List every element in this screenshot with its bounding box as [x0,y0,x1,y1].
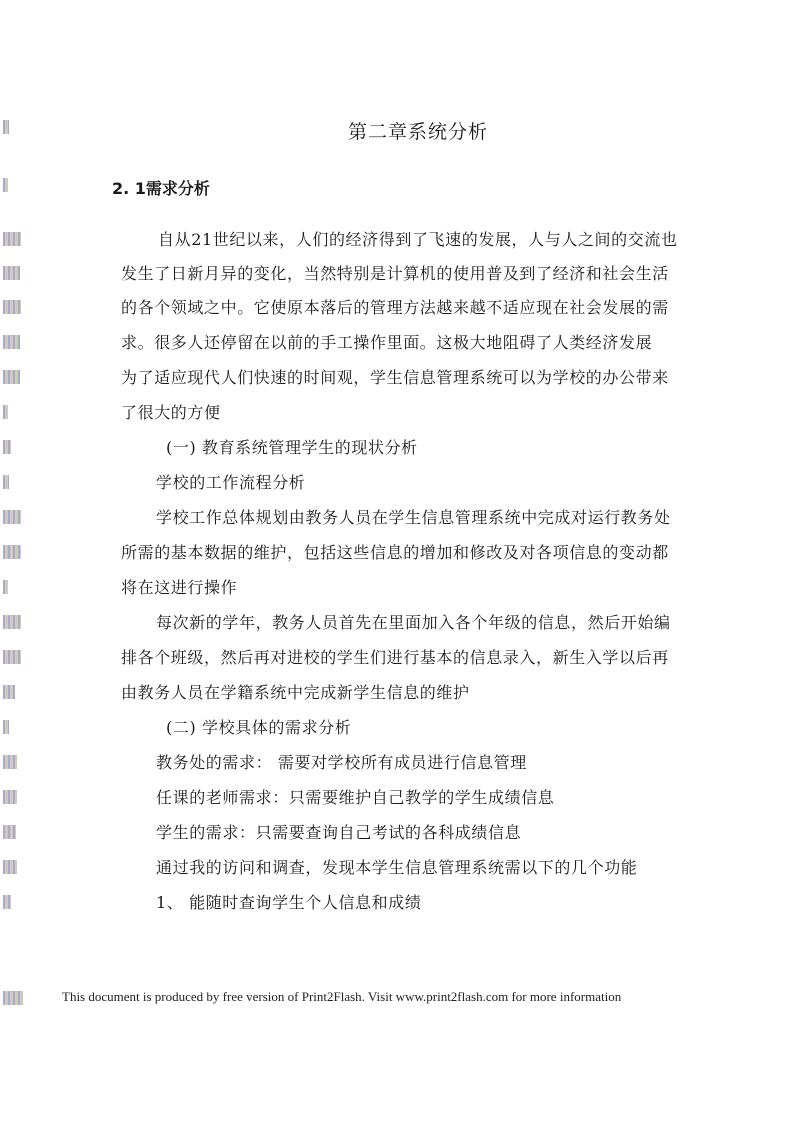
body-line: 求。很多人还停留在以前的手工操作里面。这极大地阻碍了人类经济发展 [121,333,653,352]
body-line: 发生了日新月异的变化，当然特别是计算机的使用普及到了经济和社会生活 [121,264,669,283]
margin-mark [3,580,8,594]
body-line: 任课的老师需求：只需要维护自己教学的学生成绩信息 [156,788,555,807]
margin-mark [3,232,21,246]
subheading-line: (一) 教育系统管理学生的现状分析 [166,438,418,457]
margin-mark [3,755,17,769]
margin-mark [3,991,23,1005]
margin-mark [3,545,21,559]
margin-mark [3,266,20,280]
body-line: 所需的基本数据的维护，包括这些信息的增加和修改及对各项信息的变动都 [121,543,669,562]
body-line: 了很大的方便 [121,403,221,422]
body-line: 学校工作总体规划由教务人员在学生信息管理系统中完成对运行教务处 [156,508,671,527]
margin-mark [3,335,20,349]
subheading-line: (二) 学校具体的需求分析 [166,718,352,737]
body-line: 将在这进行操作 [121,578,238,597]
body-line: 每次新的学年，教务人员首先在里面加入各个年级的信息，然后开始编 [156,613,671,632]
print2flash-footer: This document is produced by free version of Print2Flash. Visit www.print2flash.com for more information [62,989,622,1004]
body-line: 由教务人员在学籍系统中完成新学生信息的维护 [121,683,470,702]
margin-mark [3,825,16,839]
margin-mark [3,650,21,664]
margin-mark [3,440,11,454]
margin-mark [3,370,20,384]
body-line: 教务处的需求： 需要对学校所有成员进行信息管理 [156,753,527,772]
margin-mark [3,475,9,489]
body-line: 通过我的访问和调查，发现本学生信息管理系统需以下的几个功能 [156,858,638,877]
margin-mark [3,300,21,314]
body-line: 学生的需求：只需要查询自己考试的各科成绩信息 [156,823,522,842]
margin-mark [3,178,8,192]
margin-mark [3,720,9,734]
list-item: 1、 能随时查询学生个人信息和成绩 [156,893,422,912]
body-line: 的各个领域之中。它使原本落后的管理方法越来越不适应现在社会发展的需 [121,298,669,317]
margin-mark [3,685,15,699]
section-heading: 2. 1需求分析 [112,179,210,198]
margin-mark [3,405,8,419]
margin-mark [3,510,21,524]
margin-mark [3,790,17,804]
margin-mark [3,615,21,629]
body-line: 为了适应现代人们快速的时间观，学生信息管理系统可以为学校的办公带来 [121,368,669,387]
chapter-title: 第二章系统分析 [347,121,488,143]
body-line: 学校的工作流程分析 [156,473,306,492]
body-line: 自从21世纪以来，人们的经济得到了飞速的发展，人与人之间的交流也 [158,230,678,249]
margin-mark [3,895,11,909]
body-line: 排各个班级，然后再对进校的学生们进行基本的信息录入，新生入学以后再 [121,648,669,667]
left-margin-artifacts [0,0,24,1123]
margin-mark [3,860,17,874]
